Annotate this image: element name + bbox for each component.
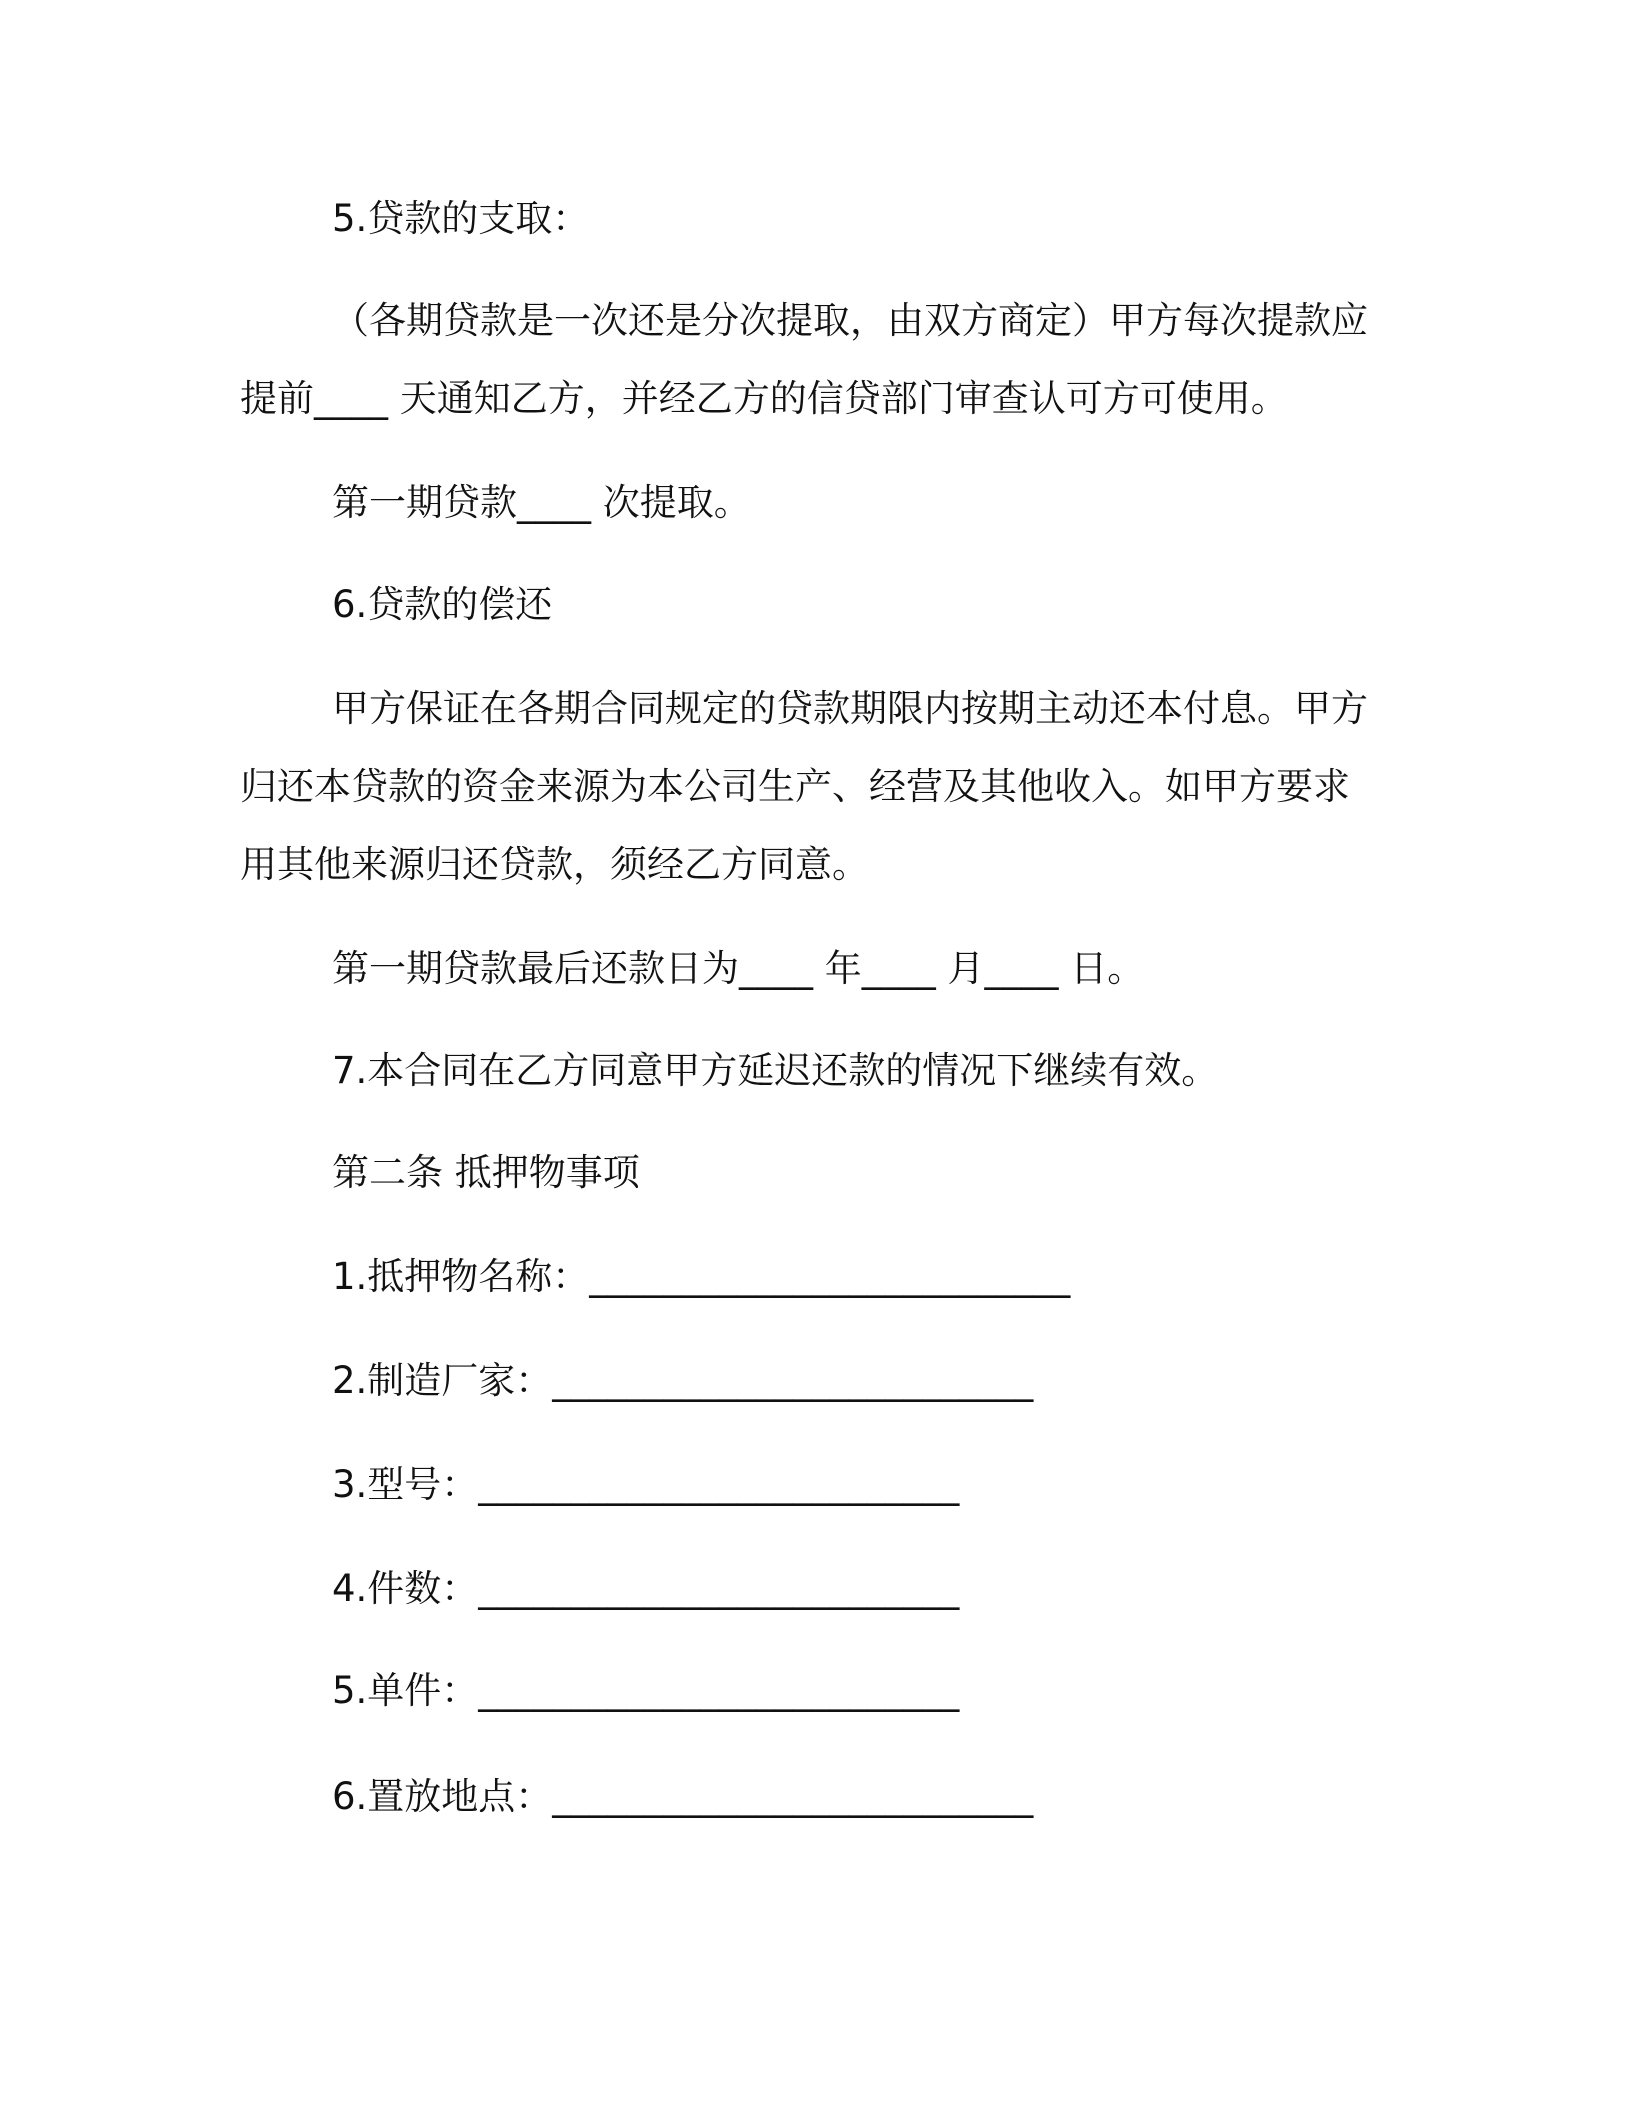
- paragraph-text: 第一期贷款最后还款日为____ 年____ 月____ 日。: [332, 947, 1145, 990]
- paragraph-text: 用其他来源归还贷款，须经乙方同意。: [240, 843, 869, 886]
- paragraph-text: 甲方保证在各期合同规定的贷款期限内按期主动还本付息。甲方: [332, 687, 1368, 730]
- form-line-collateral-name: 1.抵押物名称：__________________________: [332, 1255, 1071, 1298]
- paragraph-text: （各期贷款是一次还是分次提取，由双方商定）甲方每次提款应: [332, 299, 1368, 342]
- form-line-location: 6.置放地点：__________________________: [332, 1775, 1034, 1818]
- section-5-heading: 5.贷款的支取：: [332, 197, 590, 240]
- paragraph-text: 第一期贷款____ 次提取。: [332, 481, 751, 524]
- section-6-heading: 6.贷款的偿还: [332, 583, 553, 626]
- paragraph-text: 归还本贷款的资金来源为本公司生产、经营及其他收入。如甲方要求: [240, 765, 1350, 808]
- article-2-heading: 第二条 抵押物事项: [332, 1151, 640, 1194]
- section-7-text: 7.本合同在乙方同意甲方延迟还款的情况下继续有效。: [332, 1049, 1219, 1092]
- form-line-model: 3.型号：__________________________: [332, 1463, 960, 1506]
- form-line-quantity: 4.件数：__________________________: [332, 1567, 960, 1610]
- form-line-manufacturer: 2.制造厂家：__________________________: [332, 1359, 1034, 1402]
- form-line-unit: 5.单件：__________________________: [332, 1669, 960, 1712]
- paragraph-text: 提前____ 天通知乙方，并经乙方的信贷部门审查认可方可使用。: [240, 377, 1288, 420]
